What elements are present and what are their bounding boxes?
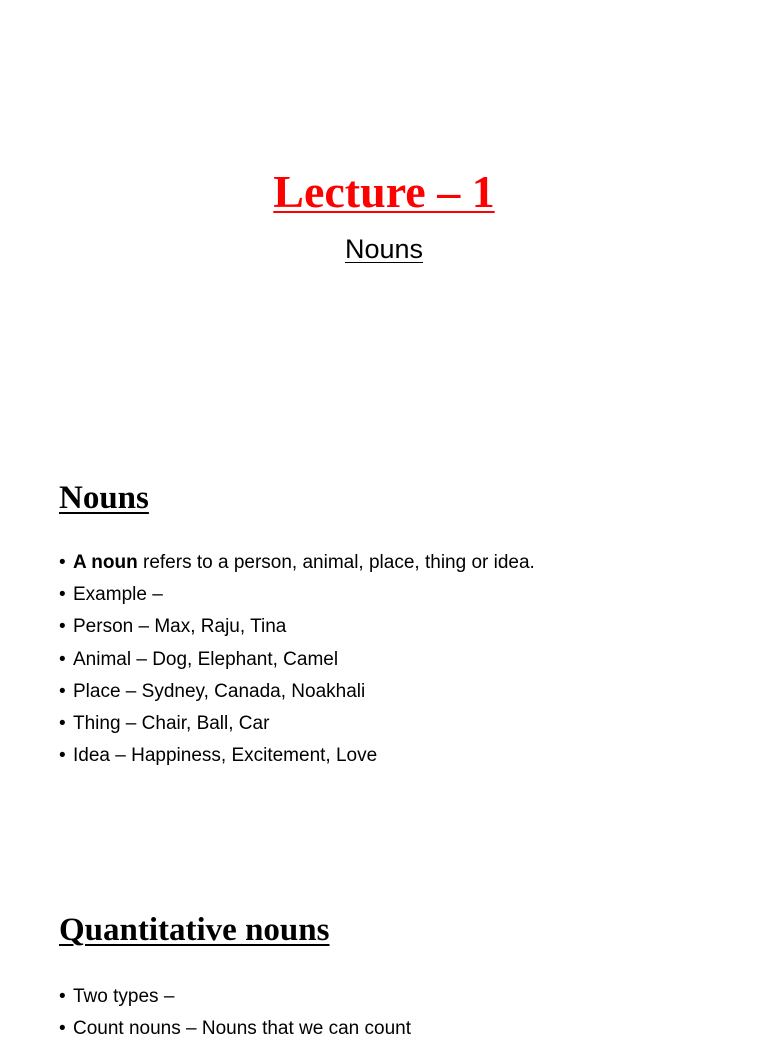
list-item-text: Example – xyxy=(73,584,163,606)
bullet-icon: • xyxy=(59,680,66,702)
list-item-text: Thing – Chair, Ball, Car xyxy=(73,713,270,735)
list-item xyxy=(59,708,535,740)
bullet-icon: • xyxy=(59,552,66,573)
bullet-icon: • xyxy=(59,616,66,638)
bullet-icon: • xyxy=(59,986,66,1007)
list-item-text: Count nouns – Nouns that we can count xyxy=(73,1018,412,1040)
list-item-text: Animal – Dog, Elephant, Camel xyxy=(73,648,339,670)
quantitative-nouns-slide xyxy=(0,862,768,1040)
title-slide xyxy=(0,0,768,430)
list-item-text: Person – Max, Raju, Tina xyxy=(73,616,287,638)
bullet-icon: • xyxy=(59,745,66,767)
list-item xyxy=(59,579,535,611)
list-item xyxy=(59,547,535,579)
slide-heading: Quantitative nouns xyxy=(59,912,330,948)
list-item xyxy=(59,676,535,708)
bullet-icon: • xyxy=(59,648,66,670)
bullet-icon: • xyxy=(59,584,66,606)
lecture-subtitle: Nouns xyxy=(344,234,424,264)
definition-term: A noun xyxy=(73,552,138,573)
nouns-slide xyxy=(0,430,768,862)
list-item xyxy=(59,1013,411,1045)
list-item xyxy=(59,644,535,676)
list-item-text: Place – Sydney, Canada, Noakhali xyxy=(73,680,366,702)
list-item xyxy=(59,611,535,643)
list-item-text: Two types – xyxy=(73,986,175,1007)
lecture-title: Lecture – 1 xyxy=(273,166,495,217)
list-item xyxy=(59,981,411,1013)
bullet-icon: • xyxy=(59,713,66,735)
definition-text: refers to a person, animal, place, thing or idea. xyxy=(137,552,535,573)
bullet-list xyxy=(59,547,535,772)
list-item xyxy=(59,740,535,772)
bullet-list xyxy=(59,981,411,1045)
list-item-text: Idea – Happiness, Excitement, Love xyxy=(73,745,378,767)
slide-heading: Nouns xyxy=(59,480,149,516)
bullet-icon: • xyxy=(59,1018,66,1040)
